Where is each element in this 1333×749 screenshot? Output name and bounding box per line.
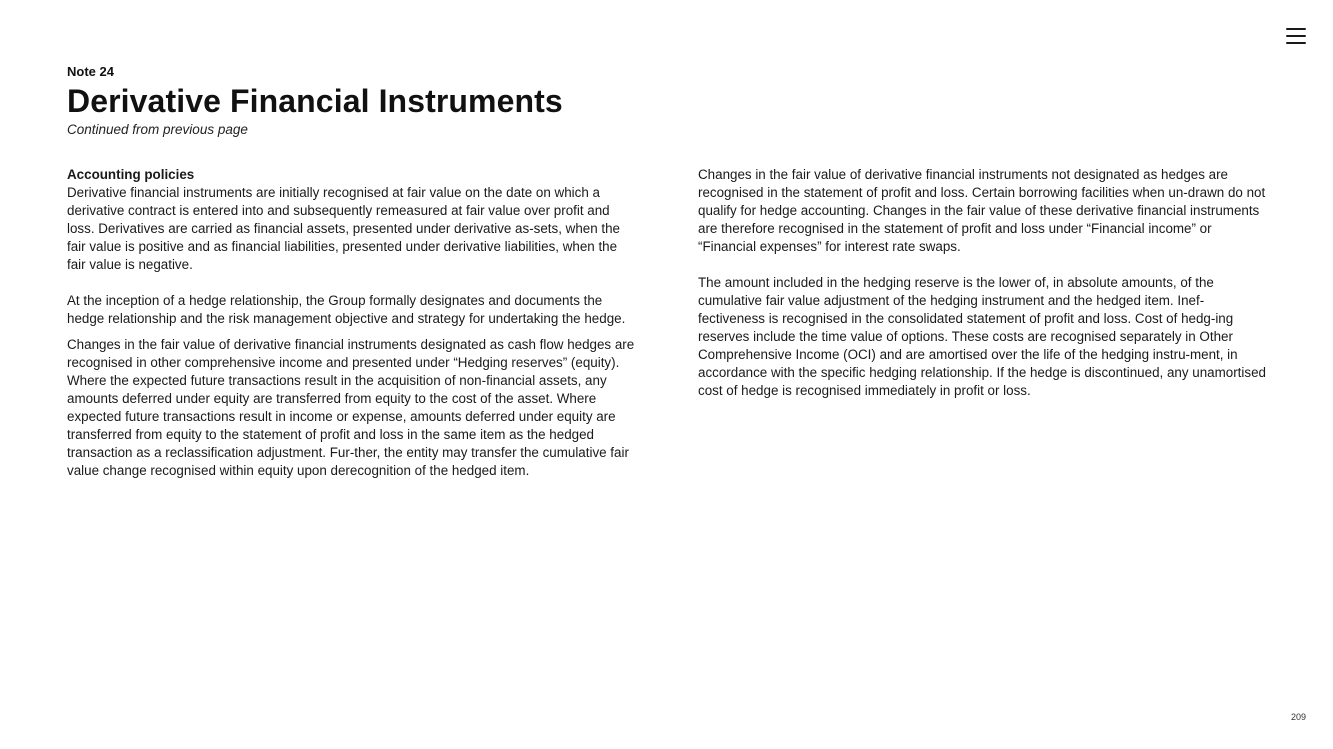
hamburger-menu-icon-bar	[1286, 35, 1306, 37]
menu-button[interactable]	[1284, 24, 1308, 48]
page-header	[67, 63, 767, 139]
paragraph: At the inception of a hedge relationship, the Group formally designates and documents the hedge relationship and the risk management objective and strategy for undertaking the hedge.	[67, 293, 626, 326]
paragraph: Derivative financial instruments are initially recognised at fair value on the date on which a derivative contract is entered into and subsequently remeasured at fair value over profit and loss. Derivatives are carried as financial assets, presented under derivative as-sets, when the fair value is positive and as financial liabilities, presented under derivative liabilities, when the fair value is negative.	[67, 185, 621, 272]
section-heading: Accounting policies	[67, 167, 195, 182]
note-label: Note 24	[67, 64, 114, 79]
paragraph: Changes in the fair value of derivative financial instruments not designated as hedges are recognised in the statement of profit and loss. Certain borrowing facilities when un-drawn do not qualify for hedge accounting. Changes in the fair value of these derivative financial instruments are therefore recognised in the statement of profit and loss under “Financial income” or “Financial expenses” for interest rate swaps.	[698, 167, 1266, 254]
left-column	[67, 166, 635, 480]
page-title: Derivative Financial Instruments	[67, 83, 563, 119]
hamburger-menu-icon-bar	[1286, 42, 1306, 44]
page-number: 209	[1290, 712, 1306, 722]
right-column	[698, 166, 1266, 400]
paragraph: The amount included in the hedging reserve is the lower of, in absolute amounts, of the cumulative fair value adjustment of the hedging instrument and the hedged item. Inef-fectiveness is recognised in the consolidated statement of profit and loss. Cost of hedg-ing reserves include the time value of options. These costs are recognised separately in Other Comprehensive Income (OCI) and are amortised over the life of the hedging instru-ment, in accordance with the specific hedging relationship. If the hedge is discontinued, any unamortised cost of hedge is recognised immediately in profit or loss.	[698, 275, 1266, 398]
page-subtitle: Continued from previous page	[67, 122, 248, 137]
paragraph: Changes in the fair value of derivative financial instruments designated as cash flow hedges are recognised in other comprehensive income and presented under “Hedging reserves” (equity). Where the expected future transactions result in the acquisition of non-financial assets, any amounts deferred under equity are transferred from equity to the cost of the asset. Where expected future transactions result in income or expense, amounts deferred under equity are transferred from equity to the statement of profit and loss in the same item as the hedged transaction as a reclassification adjustment. Fur-ther, the entity may transfer the cumulative fair value change recognised within equity upon derecognition of the hedged item.	[67, 337, 635, 478]
hamburger-menu-icon	[1286, 28, 1306, 30]
